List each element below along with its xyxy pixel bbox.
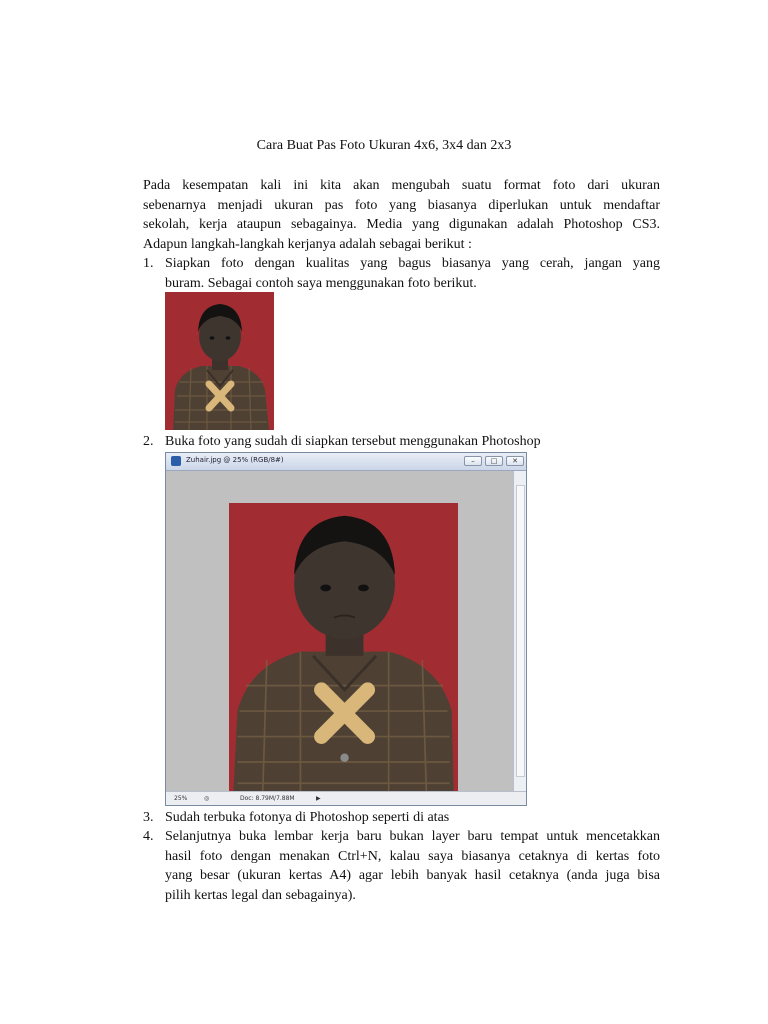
photoshop-document-window [165,452,527,806]
intro-line: sekolah, kerja ataupun sebagainya. Media yang digunakan adalah Photoshop CS3. [143,217,660,233]
step-line: Sudah terbuka fotonya di Photoshop seperti di atas [165,810,450,825]
zoom-level[interactable]: 25% [174,795,188,802]
vertical-scrollbar[interactable] [513,471,526,793]
intro-paragraph [143,176,660,254]
zoom-icon[interactable]: ◎ [204,795,210,802]
step-line: Selanjutnya buka lembar kerja baru bukan layer baru tempat untuk mencetakkan [165,829,660,844]
step-number: 2. [143,434,154,449]
step-line: hasil foto dengan menakan Ctrl+N, kalau saya biasanya cetaknya di kertas foto [165,848,660,864]
document-title: Cara Buat Pas Foto Ukuran 4x6, 3x4 dan 2x3 [256,138,512,153]
intro-line: sebenarnya menjadi ukuran pas foto yang biasanya diperlukan untuk mendaftar [143,197,660,213]
child-portrait-illustration [229,503,458,796]
doc-size-info: Doc: 8.79M/7.88M [240,795,295,802]
intro-line: Adapun langkah-langkah kerjanya adalah sebagai berikut : [143,236,472,252]
step-number: 3. [143,810,154,825]
photoshop-app-icon [171,456,181,466]
step-line: yang besar (ukuran kertas A4) agar lebih banyak hasil cetaknya (anda juga bisa [165,868,660,884]
status-arrow-icon[interactable]: ▶ [316,795,321,802]
step-line: Buka foto yang sudah di siapkan tersebut menggunakan Photoshop [165,434,541,449]
window-titlebar[interactable] [166,453,526,471]
restore-button[interactable]: □ [485,456,503,466]
child-portrait-illustration [165,292,274,430]
minimize-button[interactable]: – [464,456,482,466]
step-number: 1. [143,256,154,271]
step-line: Siapkan foto dengan kualitas yang bagus biasanya yang cerah, jangan yang [165,256,660,271]
child-photo-small [165,292,274,430]
child-photo-large [229,503,458,796]
status-bar [166,791,526,805]
window-title: Zuhair.jpg @ 25% (RGB/8#) [186,456,284,464]
intro-line: Pada kesempatan kali ini kita akan mengubah suatu format foto dari ukuran [143,178,660,193]
close-button[interactable]: ✕ [506,456,524,466]
step-number: 4. [143,829,154,844]
step-line: pilih kertas legal dan sebagainya). [165,887,356,903]
canvas-area[interactable] [166,471,515,793]
step-line: buram. Sebagai contoh saya menggunakan foto berikut. [165,275,477,291]
scrollbar-thumb[interactable] [516,485,525,777]
